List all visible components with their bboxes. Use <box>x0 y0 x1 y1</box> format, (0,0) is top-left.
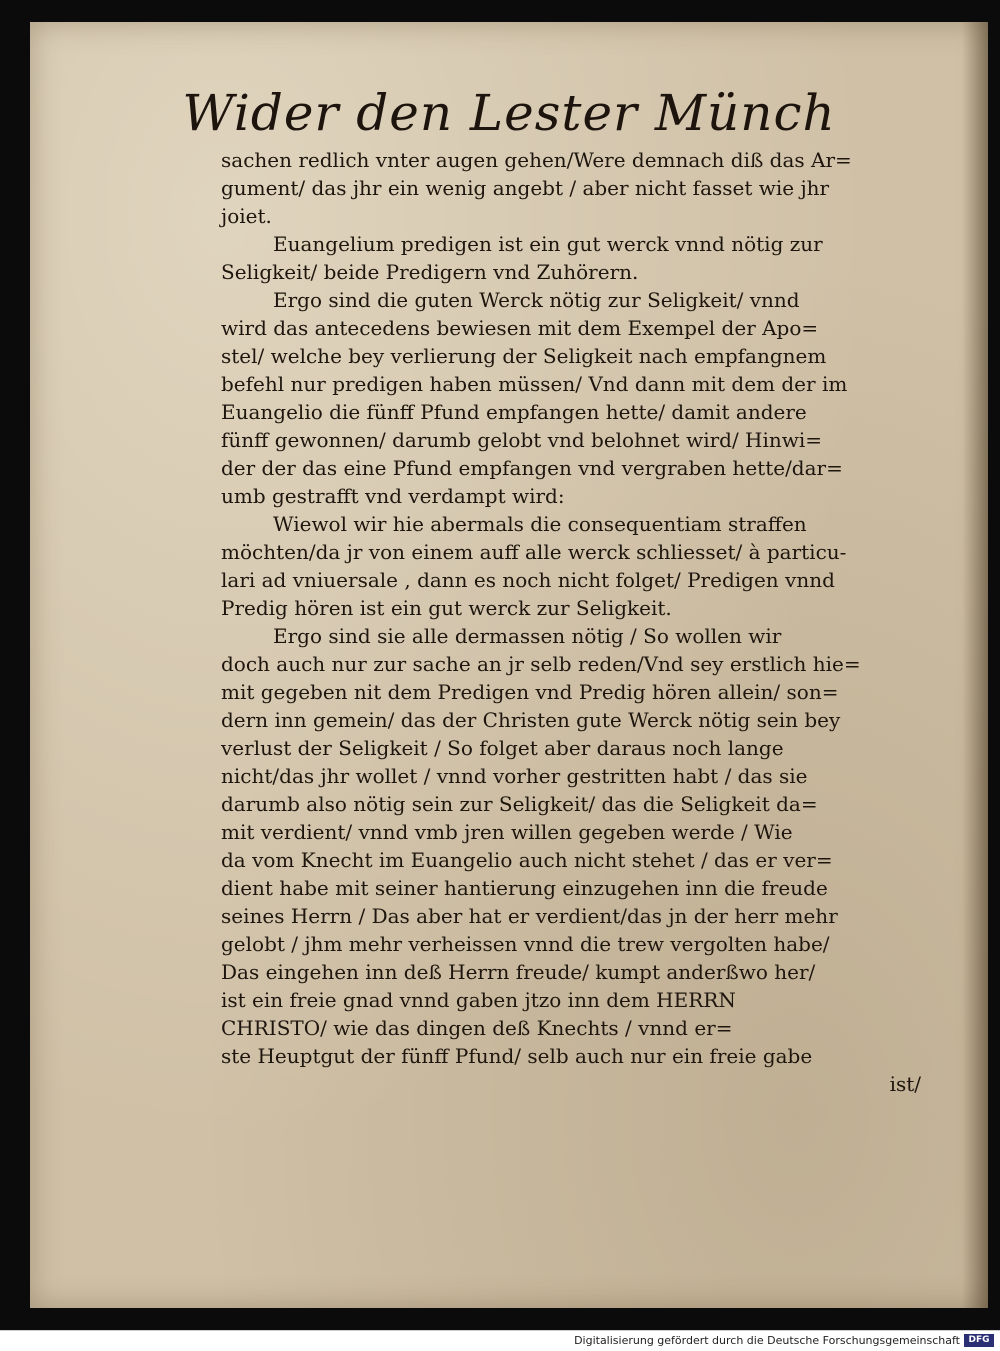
running-head: Wider den Lester Münch <box>182 84 836 142</box>
text-line: stel/ welche bey verlierung der Seligkeit nach empfangnem <box>221 344 827 368</box>
text-line: gelobt / jhm mehr verheissen vnnd die trew vergolten habe/ <box>221 932 830 956</box>
text-line: seines Herrn / Das aber hat er verdient/das jn der herr mehr <box>221 904 838 928</box>
text-line: darumb also nötig sein zur Seligkeit/ das die Seligkeit da= <box>221 792 818 816</box>
text-line: joiet. <box>221 204 272 228</box>
text-line: dient habe mit seiner hantierung einzugehen inn die freude <box>221 876 828 900</box>
text-line: dern inn gemein/ das der Christen gute Werck nötig sein bey <box>221 708 841 732</box>
text-line: lari ad vniuersale , dann es noch nicht folget/ Predigen vnnd <box>221 568 835 592</box>
text-line: mit gegeben nit dem Predigen vnd Predig hören allein/ son= <box>221 680 839 704</box>
text-line: wird das antecedens bewiesen mit dem Exempel der Apo= <box>221 316 819 340</box>
text-line: da vom Knecht im Euangelio auch nicht stehet / das er ver= <box>221 848 833 872</box>
text-line: nicht/das jhr wollet / vnnd vorher gestritten habt / das sie <box>221 764 808 788</box>
book-page <box>30 22 988 1308</box>
text-line: verlust der Seligkeit / So folget aber daraus noch lange <box>221 736 784 760</box>
text-line: Euangelio die fünff Pfund empfangen hette/ damit andere <box>221 400 807 424</box>
text-line: ste Heuptgut der fünff Pfund/ selb auch nur ein freie gabe <box>221 1044 813 1068</box>
text-line: umb gestrafft vnd verdampt wird: <box>221 484 565 508</box>
text-line: Predig hören ist ein gut werck zur Seligkeit. <box>221 596 672 620</box>
dfg-logo-icon: DFG <box>964 1334 994 1347</box>
text-line: Seligkeit/ beide Predigern vnd Zuhörern. <box>221 260 639 284</box>
text-line: befehl nur predigen haben müssen/ Vnd dann mit dem der im <box>221 372 848 396</box>
footer-bar <box>0 1330 1000 1351</box>
text-line: CHRISTO/ wie das dingen deß Knechts / vnnd er= <box>221 1016 733 1040</box>
text-line: Ergo sind die guten Werck nötig zur Seligkeit/ vnnd <box>273 288 800 312</box>
body-text <box>221 146 921 1098</box>
page-gutter-shadow <box>962 22 988 1308</box>
text-line: Das eingehen inn deß Herrn freude/ kumpt anderßwo her/ <box>221 960 816 984</box>
text-line: ist ein freie gnad vnnd gaben jtzo inn dem HERRN <box>221 988 736 1012</box>
text-line: fünff gewonnen/ darumb gelobt vnd belohnet wird/ Hinwi= <box>221 428 823 452</box>
funding-credit: Digitalisierung gefördert durch die Deutsche Forschungsgemeinschaft <box>574 1334 960 1347</box>
text-line: sachen redlich vnter augen gehen/Were demnach diß das Ar= <box>221 148 852 172</box>
text-line: möchten/da jr von einem auff alle werck schliesset/ à particu- <box>221 540 847 564</box>
text-line: Ergo sind sie alle dermassen nötig / So wollen wir <box>273 624 782 648</box>
text-line: doch auch nur zur sache an jr selb reden/Vnd sey erstlich hie= <box>221 652 861 676</box>
text-line: Wiewol wir hie abermals die consequentiam straffen <box>273 512 807 536</box>
text-line: mit verdient/ vnnd vmb jren willen gegeben werde / Wie <box>221 820 793 844</box>
text-line: gument/ das jhr ein wenig angebt / aber nicht fasset wie jhr <box>221 176 830 200</box>
text-line: Euangelium predigen ist ein gut werck vnnd nötig zur <box>273 232 823 256</box>
text-line: der der das eine Pfund empfangen vnd vergraben hette/dar= <box>221 456 843 480</box>
text-line: ist/ <box>889 1072 921 1096</box>
